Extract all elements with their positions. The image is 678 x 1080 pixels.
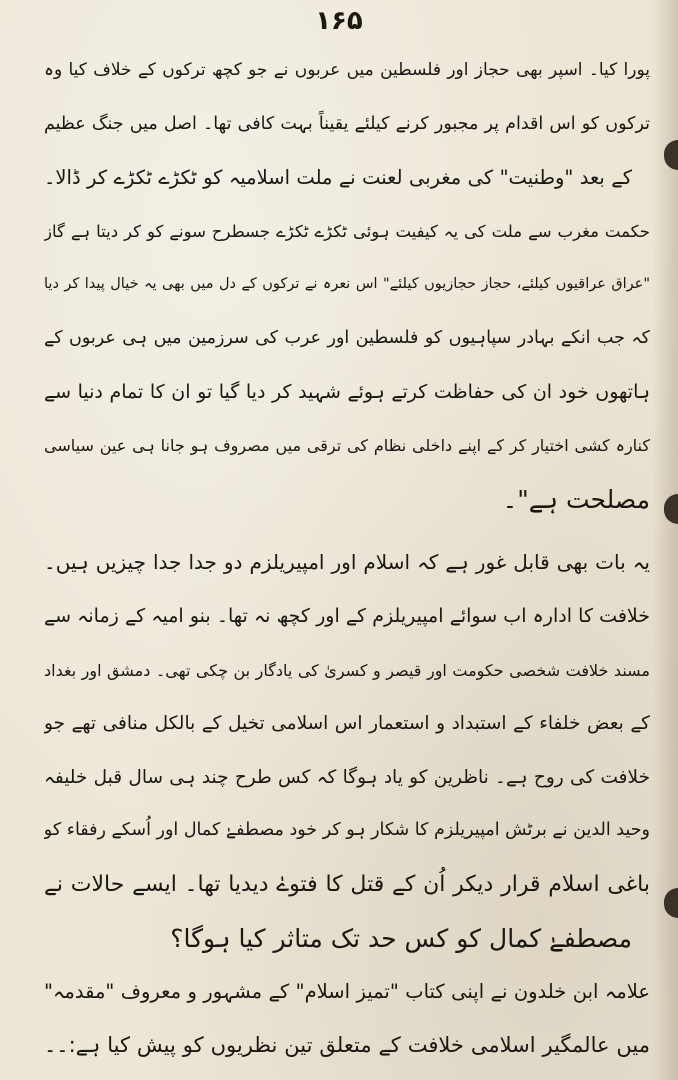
paragraph-break	[44, 526, 650, 536]
text-line: باغی اسلام قرار دیکر اُن کے قتل کا فتوےٰ دیدیا تھا۔ ایسے حالات نے	[44, 871, 650, 897]
page-number: ۱۶۵	[315, 6, 363, 36]
text-line: مصلحت ہے"۔	[502, 484, 650, 514]
text-line: کے بعض خلفاء کے استبداد و استعمار اس اسلامی تخیل کے بالکل منافی تھے جو	[44, 713, 650, 735]
text-line: مصطفےٰ کمال کو کس حد تک متاثر کیا ہوگا؟	[170, 923, 632, 953]
text-line: ہاتھوں خود ان کی حفاظت کرتے ہوئے شہید کر دیا گیا تو ان کا تمام دنیا سے	[44, 380, 650, 403]
text-line: خلافت کی روح ہے۔ ناظرین کو یاد ہوگا کہ کس طرح چند ہی سال قبل خلیفہ	[44, 766, 650, 788]
body-text	[44, 44, 650, 1072]
text-line: خلافت کا ادارہ اب سوائے امپیریلزم کے اور کچھ نہ تھا۔ بنو امیہ کے زمانہ سے	[44, 604, 650, 627]
verse-line: حکمت مغرب سے ملت کی یہ کیفیت ہوئی ٹکڑے ٹکڑے جسطرح سونے کو کر دیتا ہے گاز	[44, 221, 650, 241]
text-line: پورا کیا۔ اسپر بھی حجاز اور فلسطین میں عربوں نے جو کچھ ترکوں کے خلاف کیا وہ	[44, 60, 650, 80]
text-line: یہ بات بھی قابل غور ہے کہ اسلام اور امپیریلزم دو جدا جدا چیزیں ہیں۔	[44, 550, 650, 575]
text-line: کنارہ کشی اختیار کر کے اپنے داخلی نظام کی ترقی میں مصروف ہو جانا ہی عین سیاسی	[44, 436, 650, 456]
text-line: میں عالمگیر اسلامی خلافت کے متعلق تین نظریوں کو پیش کیا ہے:۔۔	[44, 1032, 650, 1057]
text-line: ترکوں کو اس اقدام پر مجبور کرنے کیلئے یقیناً بہت کافی تھا۔ اصل میں جنگ عظیم	[44, 113, 650, 134]
text-line: علامہ ابن خلدون نے اپنی کتاب "تمیز اسلام" کے مشہور و معروف "مقدمہ"	[44, 980, 650, 1004]
text-line: کے بعد "وطنیت" کی مغربی لعنت نے ملت اسلامیہ کو ٹکڑے ٹکڑے کر ڈالا۔	[44, 166, 632, 190]
text-line: مسند خلافت شخصی حکومت اور قیصر و کسریٰ کی یادگار بن چکی تھی۔ دمشق اور بغداد	[44, 660, 650, 680]
text-line: "عراق عراقیوں کیلئے، حجاز حجازیوں کیلئے" اس نعرہ نے ترکوں کے دل میں بھی یہ خیال پیدا کر دیا	[44, 276, 650, 293]
text-line: کہ جب انکے بہادر سپاہیوں کو فلسطین اور عرب کی سرزمین میں ہی عربوں کے	[44, 327, 650, 348]
text-line: وحید الدین نے برٹش امپیریلزم کا شکار ہو کر خود مصطفےٰ کمال اور اُسکے رفقاء کو	[44, 820, 650, 841]
